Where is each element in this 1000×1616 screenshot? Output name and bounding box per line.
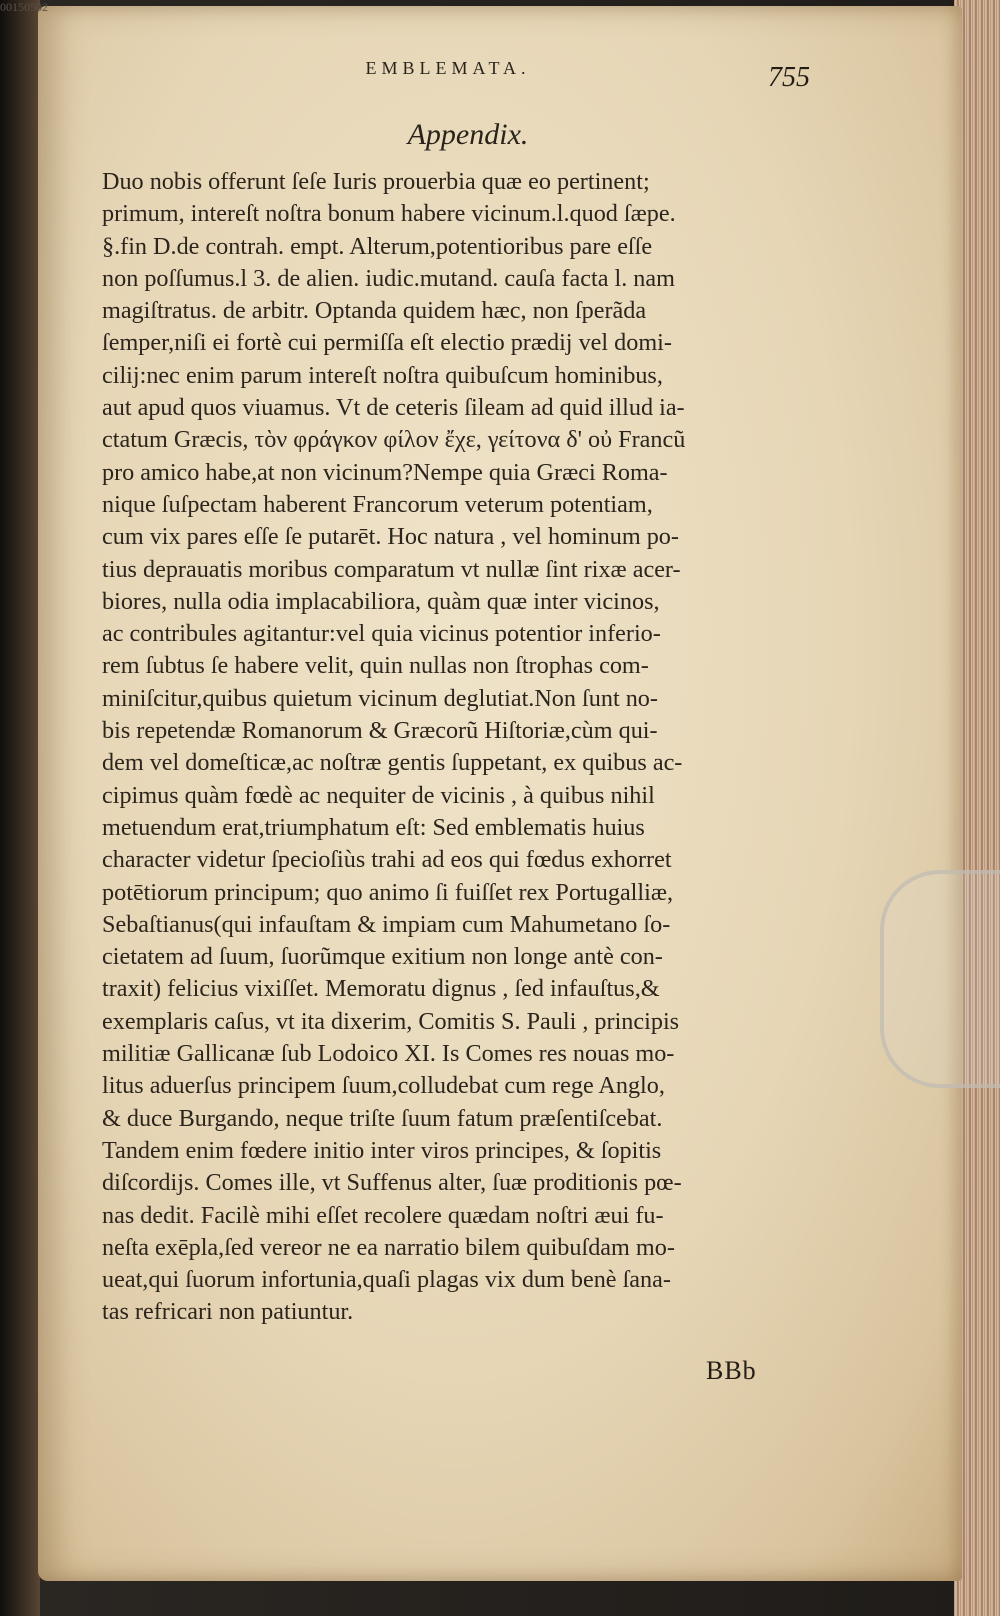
text-line: Sebaſtianus(qui infauſtam & impiam cum Mahumetano ſo- <box>102 910 671 938</box>
text-line: biores, nulla odia implacabiliora, quàm quæ inter vicinos, <box>102 587 660 615</box>
text-line: cietatem ad ſuum, ſuorũmque exitium non longe antè con- <box>102 943 663 971</box>
text-line: traxit) felicius vixiſſet. Memoratu dignus , ſed infauſtus,& <box>102 975 660 1003</box>
book-cover-edge <box>0 0 40 1616</box>
text-line: pro amico habe,at non vicinum?Nempe quia Græci Roma- <box>102 458 668 486</box>
text-line: metuendum erat,triumphatum eſt: Sed emblematis huius <box>102 813 645 841</box>
text-line: ctatum Græcis, τὸν φράγκον φίλον ἔχε, γείτονα δ' οὐ Francũ <box>102 426 686 454</box>
text-line: nas dedit. Facilè mihi eſſet recolere quædam noſtri æui fu- <box>102 1201 664 1229</box>
text-line: tas refricari non patiuntur. <box>102 1298 354 1326</box>
text-line: neſta exēpla,ſed vereor ne ea narratio bilem quibuſdam mo- <box>102 1233 675 1261</box>
text-line: diſcordijs. Comes ille, vt Suffenus alter, ſuæ proditionis pœ- <box>102 1169 682 1197</box>
text-line: ueat,qui ſuorum infortunia,quaſi plagas vix dum benè ſana- <box>102 1266 671 1294</box>
text-line: non poſſumus.l 3. de alien. iudic.mutand. cauſa facta l. nam <box>102 264 675 292</box>
paper-clip <box>880 870 1000 1088</box>
running-head: EMBLEMATA. <box>365 58 531 78</box>
text-line: cum vix pares eſſe ſe putarēt. Hoc natura , vel hominum po- <box>102 523 679 551</box>
text-line: magiſtratus. de arbitr. Optanda quidem hæc, non ſperãda <box>102 297 647 325</box>
text-line: exemplaris caſus, vt ita dixerim, Comitis S. Pauli , principis <box>102 1007 680 1035</box>
text-line: litus aduerſus principem ſuum,colludebat cum rege Anglo, <box>102 1072 665 1100</box>
text-line: primum, intereſt noſtra bonum habere vicinum.l.quod ſæpe. <box>102 200 676 228</box>
text-line: cipimus quàm fœdè ac nequiter de vicinis , à quibus nihil <box>102 781 655 809</box>
section-title: Appendix. <box>407 118 529 151</box>
text-line: character videtur ſpecioſiùs trahi ad eos qui fœdus exhorret <box>102 846 672 874</box>
text-line: ac contribules agitantur:vel quia vicinus potentior inferio- <box>102 620 661 648</box>
text-line: potētiorum principum; quo animo ſi fuiſſet rex Portugalliæ, <box>102 878 674 906</box>
text-line: aut apud quos viuamus. Vt de ceteris ſileam ad quid illud ia- <box>102 394 685 422</box>
text-line: ſemper,niſi ei fortè cui permiſſa eſt electio prædij vel domi- <box>102 329 672 357</box>
body-text <box>102 166 857 1329</box>
text-line: bis repetendæ Romanorum & Græcorũ Hiſtoriæ,cùm qui- <box>102 717 658 745</box>
text-line: §.fin D.de contrah. empt. Alterum,potentioribus pare eſſe <box>102 232 653 260</box>
text-line: rem ſubtus ſe habere velit, quin nullas non ſtrophas com- <box>102 652 649 680</box>
text-line: Tandem enim fœdere initio inter viros principes, & ſopitis <box>102 1136 662 1164</box>
signature-mark: BBb <box>706 1356 757 1385</box>
book-page <box>38 6 962 1581</box>
text-line: cilij:nec enim parum intereſt noſtra quibuſcum hominibus, <box>102 361 663 389</box>
scan-id-label: 00150502 <box>0 0 48 14</box>
text-line: militiæ Gallicanæ ſub Lodoico XI. Is Comes res nouas mo- <box>102 1040 675 1068</box>
text-line: dem vel domeſticæ,ac noſtræ gentis ſuppetant, ex quibus ac- <box>102 749 683 777</box>
text-line: nique ſuſpectam haberent Francorum veterum potentiam, <box>102 490 653 518</box>
text-line: & duce Burgando, neque triſte ſuum fatum præſentiſcebat. <box>102 1104 663 1132</box>
page-number: 755 <box>768 62 810 93</box>
text-line: Duo nobis offerunt ſeſe Iuris prouerbia quæ eo pertinent; <box>102 168 650 195</box>
text-line: tius deprauatis moribus comparatum vt nullæ ſint rixæ acer- <box>102 555 681 583</box>
text-line: miniſcitur,quibus quietum vicinum deglutiat.Non ſunt no- <box>102 684 658 712</box>
